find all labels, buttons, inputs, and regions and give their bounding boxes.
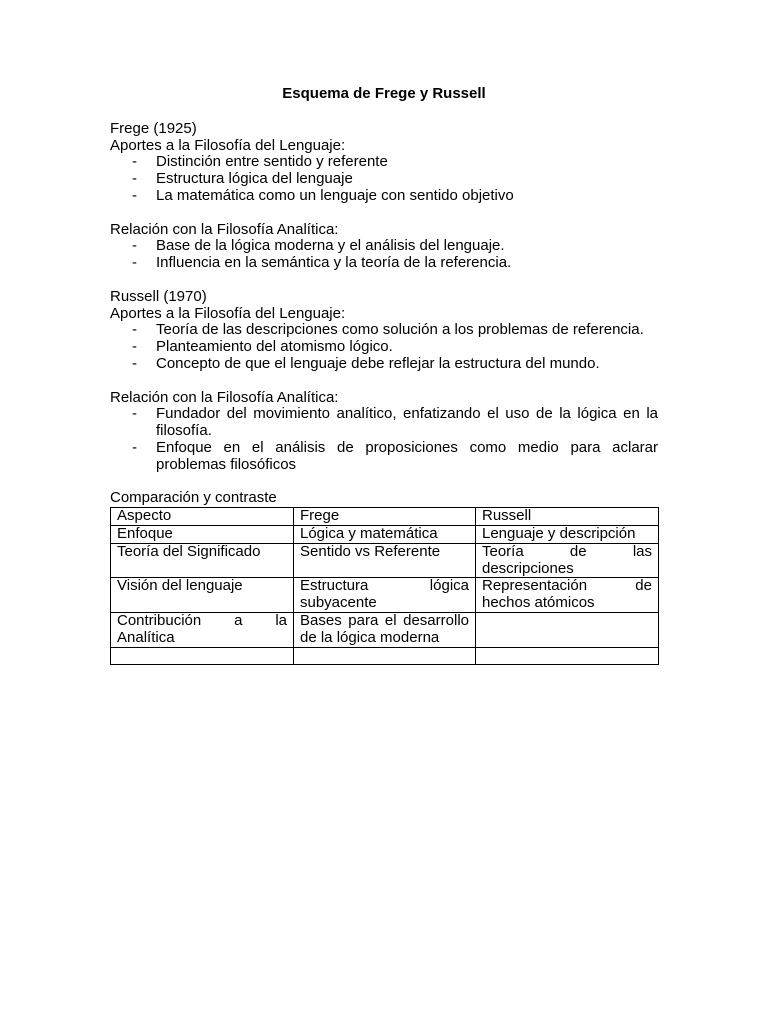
document-title: Esquema de Frege y Russell [282,85,486,102]
comparison-section [110,490,658,664]
table-cell: Sentido vs Referente [294,543,476,578]
frege-relacion-section [110,222,658,272]
table-cell: Contribución a la Analítica [111,612,294,647]
table-cell [476,612,659,647]
russell-relacion-heading: Relación con la Filosofía Analítica: [110,388,339,406]
frege-aportes-list [110,154,658,204]
table-row [111,525,659,543]
list-item-text: Influencia en la semántica y la teoría de la referencia. [156,254,512,272]
document-page [110,86,658,665]
comparison-table [110,507,659,664]
list-item [110,188,658,205]
list-item [110,238,658,255]
bullet-marker: - [132,438,137,456]
list-item-text: Estructura lógica del lenguaje [156,170,353,188]
russell-relacion-list [110,406,658,473]
table-row [111,543,659,578]
list-item-text: Enfoque en el análisis de proposiciones como medio para aclarar problemas filosóficos [156,438,658,473]
table-cell [294,647,476,664]
table-cell: Frege [294,508,476,526]
table-cell: Enfoque [111,525,294,543]
frege-relacion-heading: Relación con la Filosofía Analítica: [110,220,339,238]
table-row [111,508,659,526]
list-item [110,440,658,474]
list-item [110,406,658,440]
list-item-text: Teoría de las descripciones como solución a los problemas de referencia. [156,321,644,339]
table-cell: Aspecto [111,508,294,526]
table-cell: Russell [476,508,659,526]
bullet-marker: - [132,254,137,272]
russell-relacion-section [110,390,658,474]
bullet-marker: - [132,354,137,372]
frege-relacion-list [110,238,658,272]
list-item [110,255,658,272]
list-item-text: Concepto de que el lenguaje debe reflejar la estructura del mundo. [156,354,600,372]
bullet-marker: - [132,153,137,171]
table-row [111,647,659,664]
russell-heading: Russell (1970) [110,287,207,305]
table-cell: Estructura lógica subyacente [294,578,476,613]
bullet-marker: - [132,170,137,188]
bullet-marker: - [132,186,137,204]
list-item-text: La matemática como un lenguaje con sentido objetivo [156,186,514,204]
frege-section [110,121,658,205]
list-item-text: Planteamiento del atomismo lógico. [156,338,393,356]
russell-aportes-heading: Aportes a la Filosofía del Lenguaje: [110,304,346,322]
list-item [110,154,658,171]
bullet-marker: - [132,237,137,255]
table-cell [111,647,294,664]
table-cell: Visión del lenguaje [111,578,294,613]
table-cell: Lenguaje y descripción [476,525,659,543]
table-cell: Lógica y matemática [294,525,476,543]
list-item [110,322,658,339]
bullet-marker: - [132,338,137,356]
table-cell: Representación de hechos atómicos [476,578,659,613]
bullet-marker: - [132,405,137,423]
table-cell: Teoría del Significado [111,543,294,578]
russell-section [110,289,658,373]
list-item [110,339,658,356]
list-item-text: Fundador del movimiento analítico, enfatizando el uso de la lógica en la filosofía. [156,405,658,440]
table-row [111,612,659,647]
comparison-caption: Comparación y contraste [110,489,277,507]
table-cell: Teoría de las descripciones [476,543,659,578]
frege-aportes-heading: Aportes a la Filosofía del Lenguaje: [110,136,346,154]
bullet-marker: - [132,321,137,339]
list-item-text: Distinción entre sentido y referente [156,153,388,171]
russell-aportes-list [110,322,658,372]
list-item [110,356,658,373]
list-item [110,171,658,188]
table-cell: Bases para el desarrollo de la lógica moderna [294,612,476,647]
frege-heading: Frege (1925) [110,119,197,137]
table-cell [476,647,659,664]
list-item-text: Base de la lógica moderna y el análisis del lenguaje. [156,237,505,255]
table-row [111,578,659,613]
